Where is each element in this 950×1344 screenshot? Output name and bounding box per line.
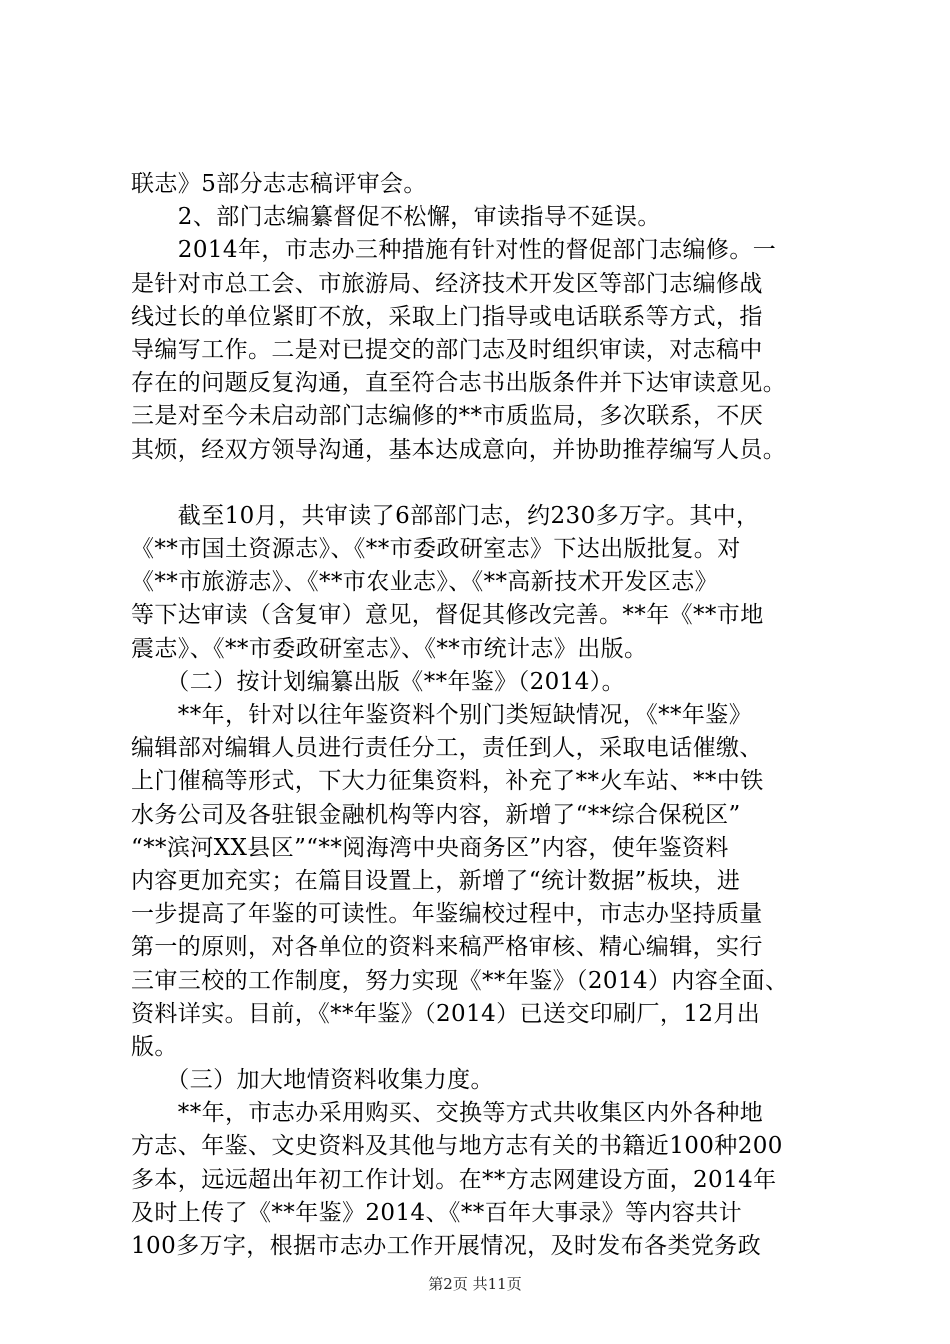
text-line: 及时上传了《**年鉴》2014、《**百年大事录》等内容共计: [131, 1199, 743, 1226]
text-line: 水务公司及各驻银金融机构等内容，新增了“**综合保税区”: [131, 801, 741, 828]
text-line: 三审三校的工作制度，努力实现《**年鉴》（2014）内容全面、: [131, 967, 789, 994]
text-line: 2014年，市志办三种措施有针对性的督促部门志编修。一: [131, 237, 777, 264]
text-line: 2、部门志编纂督促不松懈，审读指导不延误。: [131, 204, 661, 231]
document-body: [131, 168, 831, 1263]
text-line: 资料详实。目前，《**年鉴》（2014）已送交印刷厂，12月出: [131, 1000, 761, 1027]
text-line: 《**市国土资源志》、《**市委政研室志》下达出版批复。对: [131, 536, 741, 563]
text-line: **年，针对以往年鉴资料个别门类短缺情况，《**年鉴》: [131, 702, 753, 728]
text-line: “**滨河XX县区”“**阅海湾中央商务区”内容，使年鉴资料: [131, 834, 729, 861]
text-line: 是针对市总工会、市旅游局、经济技术开发区等部门志编修战: [131, 270, 763, 297]
text-line: 《**市旅游志》、《**市农业志》、《**高新技术开发区志》: [131, 569, 718, 596]
text-line: 截至10月，共审读了6部部门志，约230多万字。其中，: [131, 502, 760, 529]
text-line: 线过长的单位紧盯不放，采取上门指导或电话联系等方式，指: [131, 303, 763, 330]
text-line: 版。: [131, 1033, 178, 1060]
text-line: 震志》、《**市委政研室志》、《**市统计志》出版。: [131, 635, 648, 662]
text-line: 上门催稿等形式，下大力征集资料，补充了**火车站、**中铁: [131, 768, 764, 795]
text-line: 联志》5部分志志稿评审会。: [131, 171, 427, 197]
text-line: **年，市志办采用购买、交换等方式共收集区内外各种地: [131, 1100, 764, 1127]
text-line: 第一的原则，对各单位的资料来稿严格审核、精心编辑，实行: [131, 934, 763, 961]
text-line: （三）加大地情资料收集力度。: [131, 1067, 494, 1094]
text-line: 等下达审读（含复审）意见，督促其修改完善。**年《**市地: [131, 602, 764, 629]
text-line: 一步提高了年鉴的可读性。年鉴编校过程中，市志办坚持质量: [131, 901, 763, 928]
text-line: 三是对至今未启动部门志编修的**市质监局，多次联系，不厌: [131, 403, 764, 430]
text-line: 导编写工作。二是对已提交的部门志及时组织审读，对志稿中: [131, 336, 763, 363]
page-footer: 第2页 共11页: [428, 1275, 522, 1293]
text-line: （二）按计划编纂出版《**年鉴》（2014）。: [131, 668, 626, 695]
text-line: 多本，远远超出年初工作计划。在**方志网建设方面，2014年: [131, 1166, 777, 1193]
text-line: 存在的问题反复沟通，直至符合志书出版条件并下达审读意见。: [131, 370, 787, 397]
text-line: 编辑部对编辑人员进行责任分工，责任到人，采取电话催缴、: [131, 735, 763, 762]
text-line: 100多万字，根据市志办工作开展情况，及时发布各类党务政: [131, 1233, 762, 1259]
paragraph-gap: [131, 467, 831, 500]
text-line: 内容更加充实；在篇目设置上，新增了“统计数据”板块，进: [131, 867, 741, 894]
text-line: 方志、年鉴、文史资料及其他与地方志有关的书籍近100种200: [131, 1133, 783, 1160]
text-line: 其烦，经双方领导沟通，基本达成意向，并协助推荐编写人员。: [131, 436, 787, 463]
